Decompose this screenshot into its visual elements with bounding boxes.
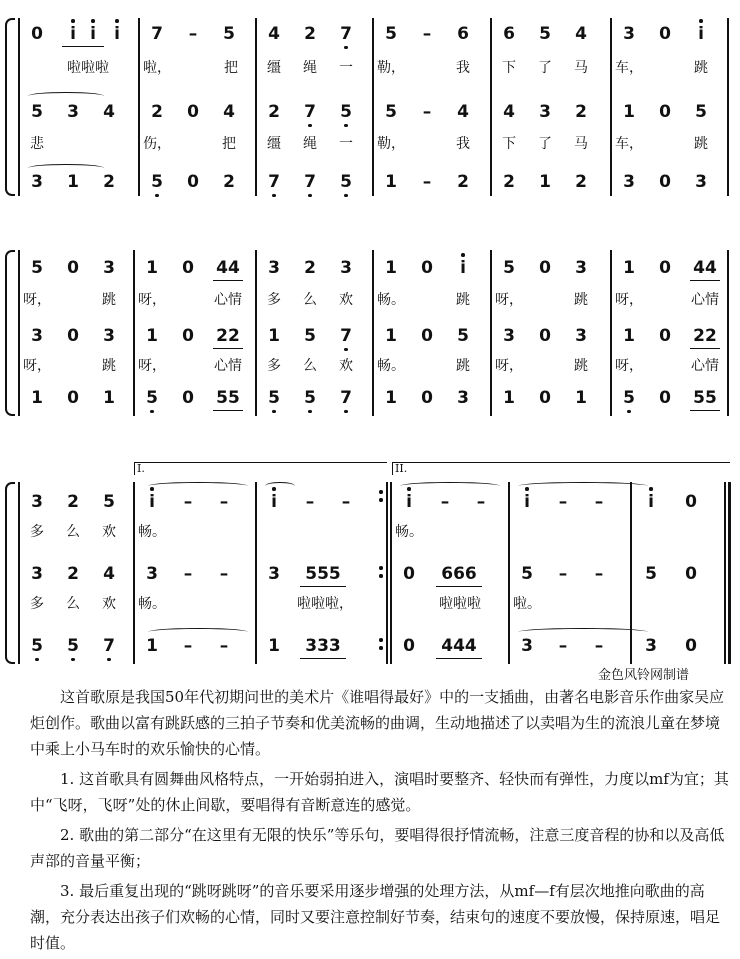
- note-paragraph-3: 3. 最后重复出现的“跳呀跳呀”的音乐要采用逐步增强的处理方法，从mf—f有层次地推向歌曲的高潮，充分表达出孩子们欢畅的心情，同时又要注意控制好节奏，结束句的速度不要放慢，保持原速，唱足时值。: [30, 882, 721, 952]
- lyric: 伤，: [143, 136, 171, 152]
- note: 3: [539, 102, 551, 122]
- score-system-1: [0, 18, 740, 196]
- note: 2: [67, 492, 79, 512]
- note: 0: [539, 388, 551, 408]
- lyric: 跳: [102, 292, 116, 308]
- note-paragraph-1: 1. 这首歌具有圆舞曲风格特点，一开始弱拍进入，演唱时要整齐、轻快而有弹性，力度以mf为宜；其中“飞呀，飞呀”处的休止间歇，要唱得有音断意连的感觉。: [30, 770, 729, 814]
- note: 4: [268, 24, 280, 44]
- note: –: [422, 102, 432, 122]
- lyric: 勒，: [377, 60, 405, 76]
- note: –: [305, 492, 315, 512]
- lyric: 缰: [267, 136, 281, 152]
- note: 1: [623, 258, 635, 278]
- note: 5: [385, 24, 397, 44]
- lyric: 啦啦啦: [439, 596, 481, 612]
- lyric: 啦啦啦: [67, 60, 109, 76]
- lyric: 畅。: [138, 524, 166, 540]
- note: 2: [223, 172, 235, 192]
- note: 4: [103, 564, 115, 584]
- score-credit: 金色风铃网制谱: [598, 668, 690, 683]
- note: 5: [62, 634, 84, 658]
- voice-2-lyrics: [0, 356, 740, 380]
- lyric: 我: [456, 136, 470, 152]
- lyric: 一: [339, 136, 353, 152]
- note: i: [106, 22, 128, 46]
- voice-1-lyrics: [0, 290, 740, 314]
- voice-3-notes: [0, 386, 740, 410]
- note: –: [183, 492, 193, 512]
- note: 1: [268, 636, 280, 656]
- note: 1: [385, 258, 397, 278]
- note: 0: [182, 326, 194, 346]
- note: 5: [385, 102, 397, 122]
- note: 5: [335, 100, 357, 124]
- voice-3-notes: [0, 170, 740, 194]
- note: 1: [31, 388, 43, 408]
- note: 3: [268, 258, 280, 278]
- note: 0: [659, 388, 671, 408]
- lyric: 勒，: [377, 136, 405, 152]
- lyric: 欢: [102, 596, 116, 612]
- note: 3: [645, 636, 657, 656]
- note: 3: [521, 636, 533, 656]
- note: 4: [103, 102, 115, 122]
- note: 3: [31, 492, 43, 512]
- lyric: 欢: [102, 524, 116, 540]
- note: 0: [182, 388, 194, 408]
- note: 4: [503, 102, 515, 122]
- note: –: [558, 564, 568, 584]
- lyric: 么: [303, 292, 317, 308]
- lyric: 呀，: [138, 358, 166, 374]
- note: 444: [436, 634, 482, 659]
- note: 3: [340, 258, 352, 278]
- lyric: 绳: [303, 136, 317, 152]
- lyric: 跳: [574, 292, 588, 308]
- note: 1: [385, 172, 397, 192]
- lyric: 欢: [339, 292, 353, 308]
- note: 55: [213, 386, 243, 411]
- note: 1: [146, 636, 158, 656]
- lyric: 呀，: [23, 358, 51, 374]
- lyric: 跳: [456, 292, 470, 308]
- lyric: 把: [224, 60, 238, 76]
- lyric: 多: [267, 358, 281, 374]
- note: i: [452, 256, 474, 280]
- note: 5: [31, 102, 43, 122]
- note: 4: [575, 24, 587, 44]
- note: 2: [457, 172, 469, 192]
- note: 3: [103, 258, 115, 278]
- note: 1: [385, 326, 397, 346]
- note: 1: [146, 258, 158, 278]
- note: 0: [539, 326, 551, 346]
- lyric: 心情: [691, 292, 719, 308]
- note: 3: [575, 326, 587, 346]
- note: –: [188, 24, 198, 44]
- note: 0: [659, 326, 671, 346]
- note: –: [422, 172, 432, 192]
- note: –: [183, 636, 193, 656]
- lyric: 了: [538, 60, 552, 76]
- intro-paragraph: 这首歌原是我国50年代初期问世的美术片《谁唱得最好》中的一支插曲，由著名电影音乐作曲家吴应炬创作。歌曲以富有跳跃感的三拍子节奏和优美流畅的曲调，生动地描述了以卖唱为生的流浪儿童在梦境中乘上小马车时的欢乐愉快的心情。: [30, 688, 725, 758]
- note: 0: [659, 258, 671, 278]
- lyric: 车，: [615, 60, 643, 76]
- note: 5: [645, 564, 657, 584]
- note: 0: [421, 258, 433, 278]
- note: 55: [690, 386, 720, 411]
- note: 5: [539, 24, 551, 44]
- volta-2: II.: [392, 462, 730, 475]
- note: 2: [103, 172, 115, 192]
- lyric: 呀，: [615, 358, 643, 374]
- note: 2: [575, 102, 587, 122]
- note: 0: [182, 258, 194, 278]
- lyric: 呀，: [138, 292, 166, 308]
- note: 3: [146, 564, 158, 584]
- note: 0: [403, 636, 415, 656]
- note: 0: [659, 102, 671, 122]
- lyric: 啦，: [143, 60, 171, 76]
- voice-1-lyrics: [0, 58, 740, 82]
- note: 2: [575, 172, 587, 192]
- note: i: [263, 490, 285, 514]
- lyric: 心情: [691, 358, 719, 374]
- note: 1: [67, 172, 79, 192]
- note: 7: [263, 170, 285, 194]
- lyric: 把: [222, 136, 236, 152]
- lyric: 马: [574, 60, 588, 76]
- note: 5: [521, 564, 533, 584]
- note: –: [183, 564, 193, 584]
- note: 3: [67, 102, 79, 122]
- note: 0: [659, 24, 671, 44]
- note: 3: [575, 258, 587, 278]
- lyric: 么: [303, 358, 317, 374]
- note: 2: [304, 258, 316, 278]
- voice-2-lyrics: [0, 594, 740, 618]
- note: 1: [575, 388, 587, 408]
- note: 1: [385, 388, 397, 408]
- note: i: [62, 22, 84, 47]
- voice-2-lyrics: [0, 134, 740, 158]
- note: 3: [623, 172, 635, 192]
- note: 5: [103, 492, 115, 512]
- note: 7: [335, 324, 357, 348]
- score-system-3: [0, 482, 740, 664]
- note: 555: [300, 562, 346, 587]
- note: 5: [141, 386, 163, 410]
- note: 4: [457, 102, 469, 122]
- voice-2-notes: [0, 100, 740, 124]
- note: 0: [685, 564, 697, 584]
- note: 2: [268, 102, 280, 122]
- note: 3: [623, 24, 635, 44]
- note: i: [690, 22, 712, 46]
- note: 7: [335, 22, 357, 46]
- lyric: 心情: [214, 358, 242, 374]
- lyric: 绳: [303, 60, 317, 76]
- note: i: [398, 490, 420, 514]
- note: 0: [187, 102, 199, 122]
- note: i: [516, 490, 538, 514]
- note: i: [141, 490, 163, 514]
- voice-2-notes: [0, 562, 740, 586]
- lyric: 缰: [267, 60, 281, 76]
- note: 5: [304, 326, 316, 346]
- note: 7: [151, 24, 163, 44]
- note: 5: [31, 258, 43, 278]
- lyric: 多: [30, 524, 44, 540]
- note: 3: [268, 564, 280, 584]
- note: 7: [299, 170, 321, 194]
- lyric: 了: [538, 136, 552, 152]
- note: 1: [268, 326, 280, 346]
- note: 1: [503, 388, 515, 408]
- note: 3: [31, 172, 43, 192]
- note: –: [476, 492, 486, 512]
- note: 5: [618, 386, 640, 410]
- note: –: [558, 492, 568, 512]
- note: 333: [300, 634, 346, 659]
- note: 5: [695, 102, 707, 122]
- lyric: 呀，: [495, 358, 523, 374]
- note: 0: [421, 326, 433, 346]
- lyric: 啦啦啦，: [297, 596, 353, 612]
- note: 5: [26, 634, 48, 658]
- score-system-2: [0, 250, 740, 416]
- voice-1-lyrics: [0, 522, 740, 546]
- note: 22: [213, 324, 243, 349]
- note: 7: [299, 100, 321, 124]
- lyric: 跳: [694, 60, 708, 76]
- lyric: 马: [574, 136, 588, 152]
- note: 7: [98, 634, 120, 658]
- lyric: 呀，: [495, 292, 523, 308]
- note: –: [594, 492, 604, 512]
- lyric: 呀，: [23, 292, 51, 308]
- note: 2: [151, 102, 163, 122]
- lyric: 跳: [574, 358, 588, 374]
- note: 1: [623, 102, 635, 122]
- lyric: 么: [66, 596, 80, 612]
- lyric: 下: [502, 136, 516, 152]
- note: 5: [263, 386, 285, 410]
- note: –: [219, 564, 229, 584]
- note: 5: [503, 258, 515, 278]
- lyric: 畅。: [377, 292, 405, 308]
- lyric: 多: [267, 292, 281, 308]
- note: 4: [223, 102, 235, 122]
- note: 2: [503, 172, 515, 192]
- note: –: [219, 492, 229, 512]
- note: 3: [31, 564, 43, 584]
- voice-1-notes: [0, 256, 740, 280]
- note-paragraph-2: 2. 歌曲的第二部分“在这里有无限的快乐”等乐句，要唱得很抒情流畅，注意三度音程的协和以及高低声部的音量平衡；: [30, 826, 725, 870]
- lyric: 多: [30, 596, 44, 612]
- note: 1: [539, 172, 551, 192]
- lyric: 呀，: [615, 292, 643, 308]
- note: 3: [103, 326, 115, 346]
- voice-2-notes: [0, 324, 740, 348]
- note: 6: [457, 24, 469, 44]
- lyric: 车，: [615, 136, 643, 152]
- lyric: 啦。: [513, 596, 541, 612]
- note: 3: [457, 388, 469, 408]
- note: 0: [187, 172, 199, 192]
- note: 7: [335, 386, 357, 410]
- lyric: 畅。: [138, 596, 166, 612]
- note: 0: [67, 258, 79, 278]
- lyric: 我: [456, 60, 470, 76]
- lyric: 跳: [102, 358, 116, 374]
- lyric: 跳: [456, 358, 470, 374]
- note: 3: [31, 326, 43, 346]
- note: 5: [299, 386, 321, 410]
- commentary: [30, 684, 734, 956]
- note: 0: [421, 388, 433, 408]
- note: 2: [67, 564, 79, 584]
- note: 0: [685, 492, 697, 512]
- note: 22: [690, 324, 720, 349]
- note: 0: [31, 24, 43, 44]
- note: 1: [623, 326, 635, 346]
- note: 5: [335, 170, 357, 194]
- note: 5: [223, 24, 235, 44]
- note: 1: [103, 388, 115, 408]
- note: –: [219, 636, 229, 656]
- note: i: [82, 22, 104, 47]
- note: 5: [457, 326, 469, 346]
- lyric: 心情: [214, 292, 242, 308]
- note: 0: [659, 172, 671, 192]
- note: i: [640, 490, 662, 514]
- note: –: [440, 492, 450, 512]
- note: 2: [304, 24, 316, 44]
- note: 3: [695, 172, 707, 192]
- note: 0: [539, 258, 551, 278]
- volta-1: I.: [134, 462, 387, 475]
- note: –: [594, 564, 604, 584]
- note: –: [422, 24, 432, 44]
- note: –: [594, 636, 604, 656]
- lyric: 跳: [694, 136, 708, 152]
- note: 44: [690, 256, 720, 281]
- lyric: 悲: [30, 136, 44, 152]
- note: 1: [146, 326, 158, 346]
- lyric: 么: [66, 524, 80, 540]
- lyric: 畅。: [377, 358, 405, 374]
- lyric: 畅。: [395, 524, 423, 540]
- lyric: 一: [339, 60, 353, 76]
- voice-1-notes: [0, 22, 740, 46]
- note: 0: [685, 636, 697, 656]
- note: 5: [146, 170, 168, 194]
- note: 0: [67, 388, 79, 408]
- note: 44: [213, 256, 243, 281]
- note: –: [341, 492, 351, 512]
- lyric: 欢: [339, 358, 353, 374]
- note: 3: [503, 326, 515, 346]
- voice-1-notes: [0, 490, 740, 514]
- voice-3-notes: [0, 634, 740, 658]
- note: –: [558, 636, 568, 656]
- lyric: 下: [502, 60, 516, 76]
- note: 6: [503, 24, 515, 44]
- note: 0: [67, 326, 79, 346]
- note: 0: [403, 564, 415, 584]
- note: 666: [436, 562, 482, 587]
